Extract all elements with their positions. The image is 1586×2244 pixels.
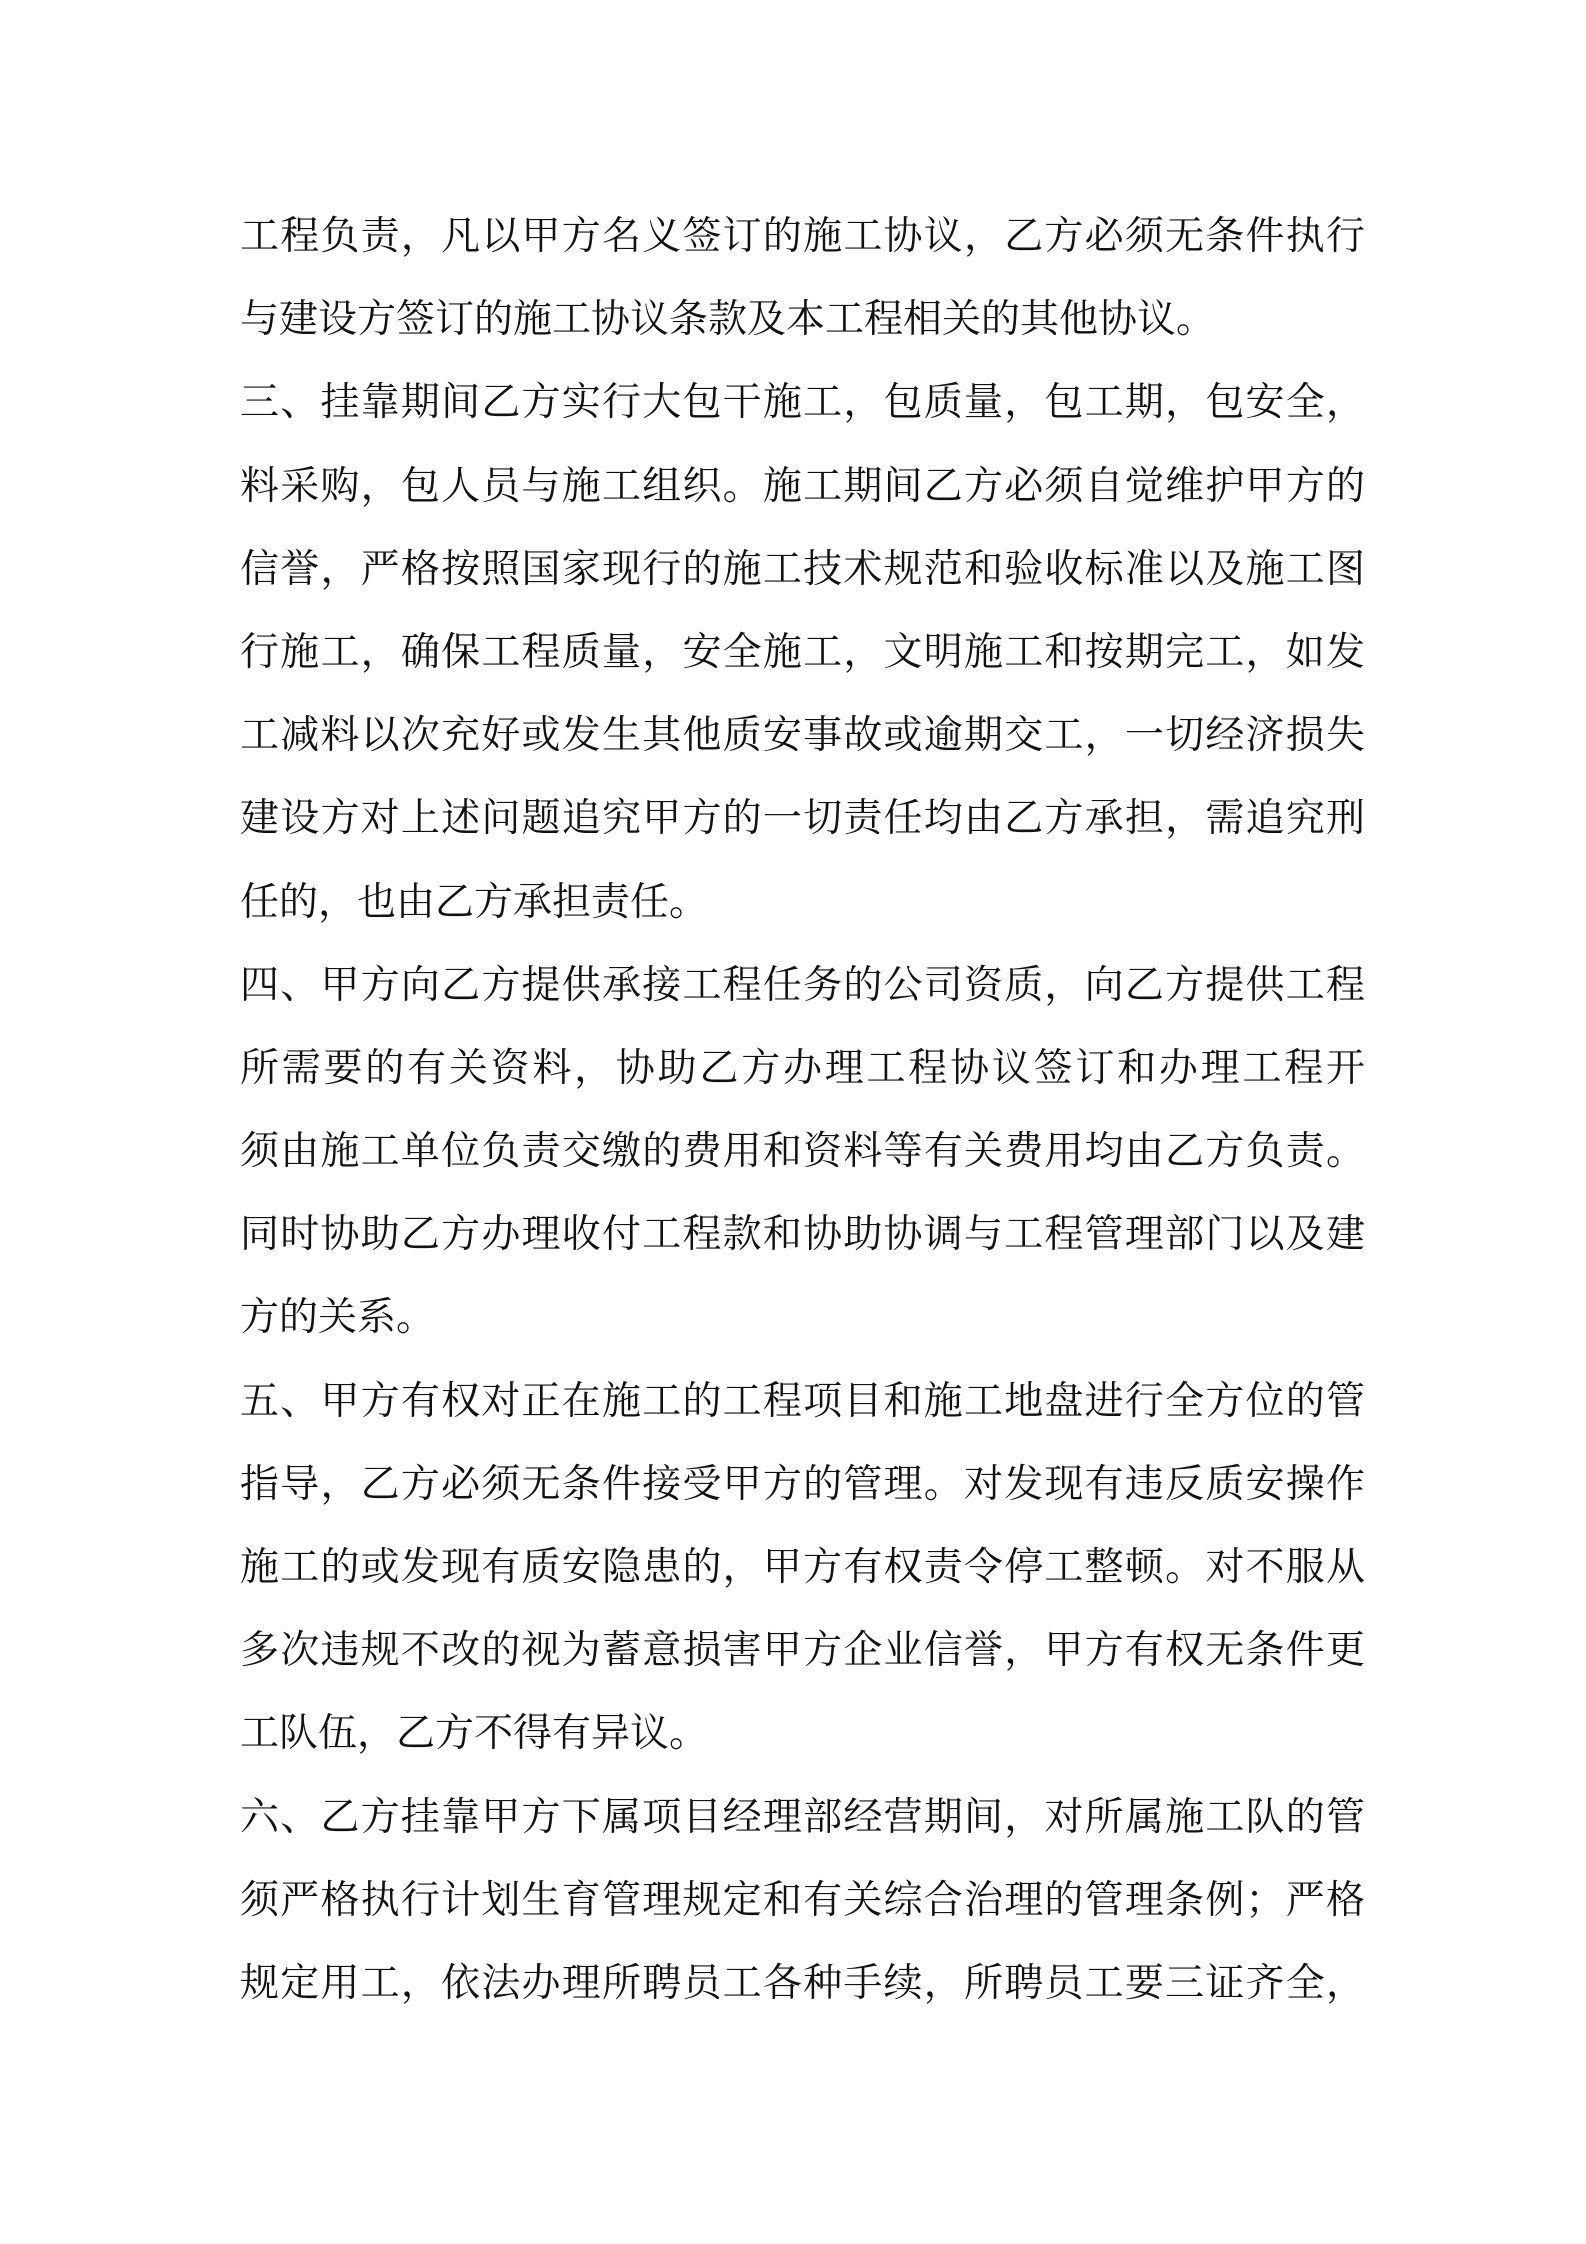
text-line: 须由施工单位负责交缴的费用和资料等有关费用均由乙方负责。 [240,1129,1365,1175]
text-line: 规定用工，依法办理所聘员工各种手续，所聘员工要三证齐全， [240,1960,1365,2006]
text-line: 多次违规不改的视为蓄意损害甲方企业信誉，甲方有权无条件更 [240,1628,1365,1674]
text-line: 料采购，包人员与施工组织。施工期间乙方必须自觉维护甲方的 [240,463,1365,509]
text-line: 施工的或发现有质安隐患的，甲方有权责令停工整顿。对不服从 [240,1545,1365,1590]
text-line: 同时协助乙方办理收付工程款和协助协调与工程管理部门以及建 [240,1212,1365,1258]
document-body [240,195,1365,2025]
text-line: 建设方对上述问题追究甲方的一切责任均由乙方承担，需追究刑 [240,796,1365,842]
text-line: 工队伍，乙方不得有异议。 [240,1711,709,1757]
text-line: 信誉，严格按照国家现行的施工技术规范和验收标准以及施工图 [240,546,1365,592]
text-line: 五、甲方有权对正在施工的工程项目和施工地盘进行全方位的管 [240,1378,1365,1424]
text-line: 四、甲方向乙方提供承接工程任务的公司资质，向乙方提供工程 [240,962,1365,1008]
text-line: 与建设方签订的施工协议条款及本工程相关的其他协议。 [240,297,1216,343]
text-line: 方的关系。 [240,1295,436,1341]
text-line: 三、挂靠期间乙方实行大包干施工，包质量，包工期，包安全， [240,380,1365,426]
text-line: 六、乙方挂靠甲方下属项目经理部经营期间，对所属施工队的管 [240,1794,1365,1840]
text-line: 指导，乙方必须无条件接受甲方的管理。对发现有违反质安操作 [240,1461,1365,1507]
text-line: 须严格执行计划生育管理规定和有关综合治理的管理条例；严格 [240,1877,1365,1923]
text-line: 工程负责，凡以甲方名义签订的施工协议，乙方必须无条件执行 [240,214,1365,259]
text-line: 所需要的有关资料，协助乙方办理工程协议签订和办理工程开 [240,1045,1365,1091]
text-line: 任的，也由乙方承担责任。 [240,879,709,925]
text-line: 行施工，确保工程质量，安全施工，文明施工和按期完工，如发 [240,629,1365,675]
text-line: 工减料以次充好或发生其他质安事故或逾期交工，一切经济损失 [240,713,1365,759]
